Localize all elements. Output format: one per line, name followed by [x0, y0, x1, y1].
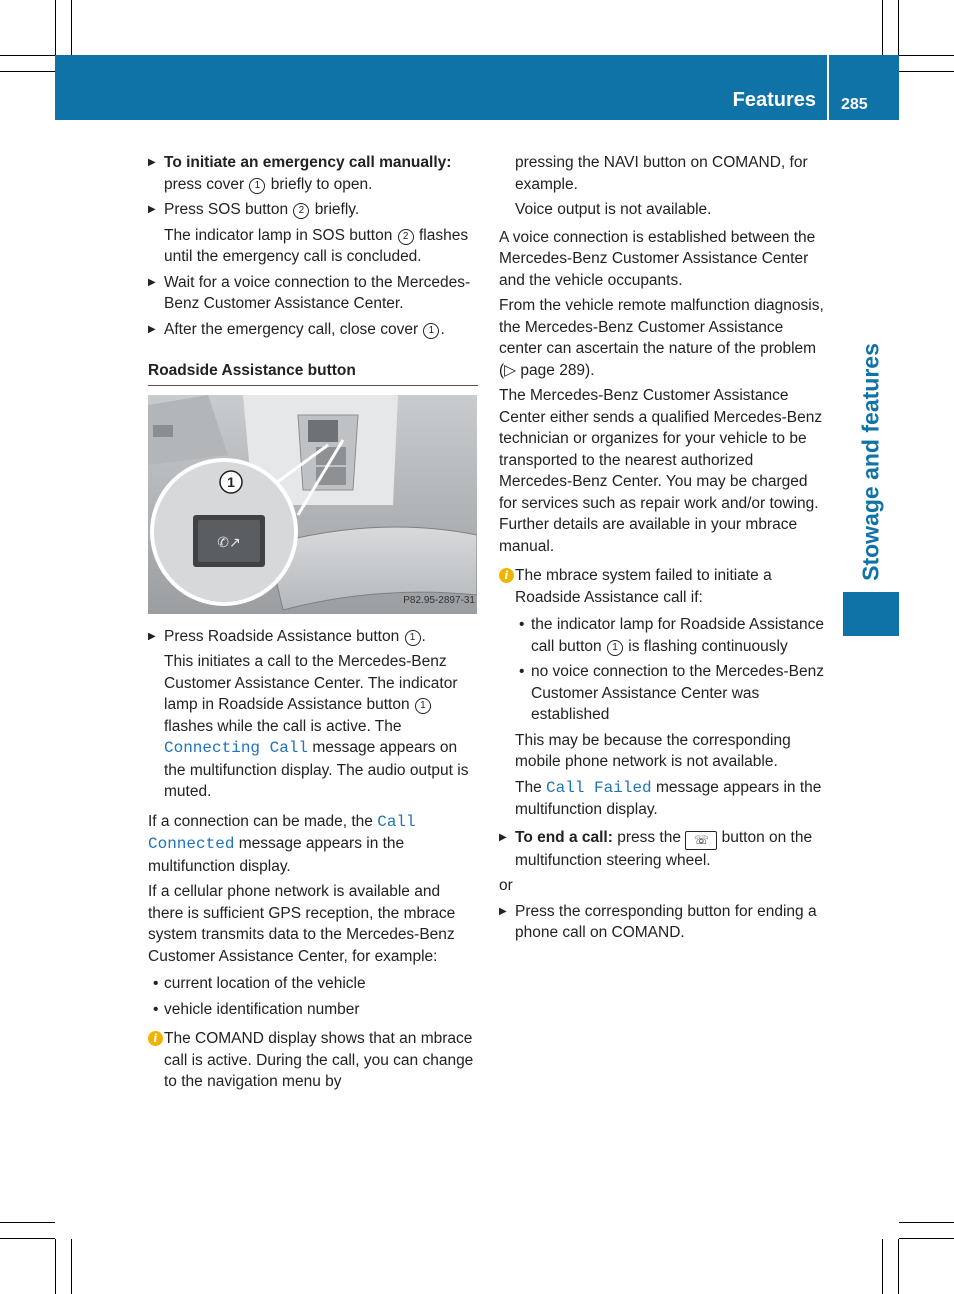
crop-mark [0, 71, 55, 72]
step-item: ▶ Wait for a voice connection to the Mercedes-Benz Customer Assistance Center. [148, 272, 478, 315]
callout-1-icon: 1 [423, 323, 439, 339]
svg-text:1: 1 [227, 473, 235, 490]
crop-mark [55, 1239, 56, 1294]
callout-2-icon: 2 [293, 203, 309, 219]
figure-code: P82.95-2897-31 [403, 595, 475, 606]
step-item: ▶ Press Roadside Assistance button 1 . [148, 626, 478, 648]
overhead-console-illustration-icon [148, 395, 477, 614]
info-icon: i [499, 568, 514, 583]
paragraph: The Mercedes-Benz Customer Assistance Center either sends a qualified Mercedes-Benz technician or organizes for your vehicle to be transported to the nearest authorized Mercedes-Benz Center. You may be charged for services such as repair work and/or towing. Further details are available in your mbrace manual. [499, 387, 823, 555]
info-icon: i [148, 1031, 163, 1046]
page-number: 285 [841, 96, 868, 113]
step-item: ▶ Press the corresponding button for ending a phone call on COMAND. [499, 901, 829, 944]
crop-mark [882, 1239, 883, 1294]
info-note: i The mbrace system failed to initiate a Roadside Assistance call if: [499, 565, 829, 608]
header-divider [827, 55, 829, 120]
crop-mark [0, 1238, 55, 1239]
list-item: • current location of the vehicle [148, 973, 478, 995]
page-ref-icon: ▷ [504, 361, 517, 379]
display-message: Connecting Call [164, 739, 309, 757]
crop-mark [899, 71, 954, 72]
column-right [499, 152, 829, 948]
chapter-tab-marker [843, 592, 899, 636]
info-note-continued: pressing the NAVI button on COMAND, for example. [515, 154, 808, 193]
crop-mark [898, 1239, 899, 1294]
step-item: ▶ To initiate an emergency call manually: press cover 1 briefly to open. [148, 152, 478, 195]
display-message: Call Failed [546, 778, 652, 797]
crop-mark [0, 55, 55, 56]
step-detail: The indicator lamp in SOS button 2 flashes until the emergency call is concluded. [164, 226, 469, 265]
step-item: ▶ Press SOS button 2 briefly. [148, 199, 478, 221]
step-detail: This initiates a call to the Mercedes-Benz Customer Assistance Center. The indicator lamp in Roadside Assistance button 1 flashes while the call is active. The Connecting Call message appears on the multifunction display. The audio output is muted. [164, 653, 469, 800]
callout-1-icon: 1 [249, 178, 265, 194]
paragraph: From the vehicle remote malfunction diagnosis, the Mercedes-Benz Customer Assistance center can ascertain the nature of the problem (▷ page 289). [499, 297, 824, 379]
crop-mark [899, 1238, 954, 1239]
end-call-phone-icon: ☏ [685, 831, 717, 850]
crop-mark [71, 1239, 72, 1294]
paragraph: If a connection can be made, the Call Connected message appears in the multifunction display. [148, 812, 416, 875]
paragraph: or [499, 877, 513, 894]
svg-text:✆↗: ✆↗ [217, 534, 241, 551]
paragraph: A voice connection is established between the Mercedes-Benz Customer Assistance Center and the vehicle occupants. [499, 228, 816, 289]
callout-1-icon: 1 [607, 640, 623, 656]
chapter-tab-label: Stowage and features [857, 343, 884, 581]
list-item: • no voice connection to the Mercedes-Benz Customer Assistance Center was established [499, 661, 829, 726]
section-heading: Roadside Assistance button [148, 360, 478, 386]
info-note-continued: Voice output is not available. [515, 201, 712, 218]
section-title: Features [732, 89, 816, 111]
callout-1-icon: 1 [415, 698, 431, 714]
paragraph: The Call Failed message appears in the multifunction display. [515, 778, 822, 818]
callout-1-icon: 1 [405, 630, 421, 646]
crop-mark [898, 0, 899, 55]
crop-mark [899, 1222, 954, 1223]
paragraph: If a cellular phone network is available and there is sufficient GPS reception, the mbrace system transmits data to the Mercedes-Benz Customer Assistance Center, for example: [148, 883, 456, 965]
step-item: ▶ To end a call: press the ☏ button on the multifunction steering wheel. [499, 827, 829, 872]
callout-2-icon: 2 [398, 229, 414, 245]
crop-mark [55, 0, 56, 55]
list-item: • vehicle identification number [148, 999, 478, 1021]
crop-mark [899, 55, 954, 56]
paragraph: This may be because the corresponding mobile phone network is not available. [515, 731, 791, 770]
crop-mark [71, 0, 72, 55]
crop-mark [0, 1222, 55, 1223]
list-item: • the indicator lamp for Roadside Assistance call button 1 is flashing continuously [499, 614, 829, 657]
column-left [148, 152, 478, 1097]
roadside-button-figure [148, 395, 477, 614]
step-item: ▶ After the emergency call, close cover 1 . [148, 319, 478, 341]
crop-mark [882, 0, 883, 55]
display-message: Call Connected [148, 812, 416, 853]
info-note: i The COMAND display shows that an mbrace call is active. During the call, you can change to the navigation menu by [148, 1028, 478, 1093]
